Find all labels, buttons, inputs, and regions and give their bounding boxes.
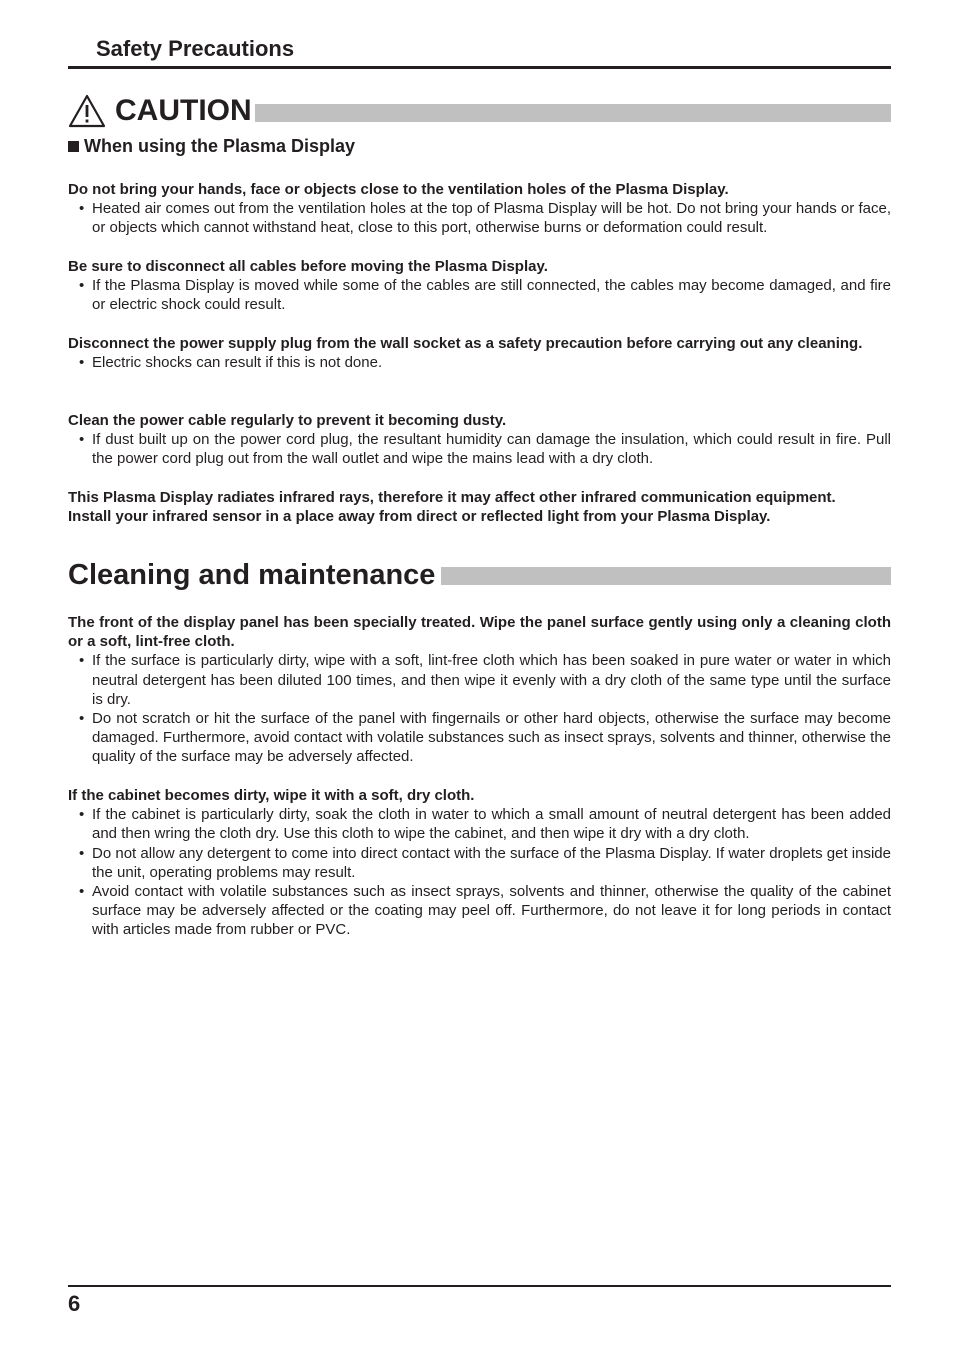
cleaning-title: Cleaning and maintenance [68,559,436,591]
caution-heading [68,93,891,129]
caution-item [68,488,891,526]
bullet-list [68,805,891,939]
bullet-item: • If dust built up on the power cord plug, the resultant humidity can damage the insulation, which could result in fire. Pull the power cord plug out from the wall outlet and wipe the mains lead with a dry cloth. [68,430,891,468]
bullet-item: • If the surface is particularly dirty, wipe with a soft, lint-free cloth which has been soaked in pure water or water in which neutral detergent has been diluted 100 times, and then wipe it evenly with a dry cloth of the same type until the surface is dry. [68,651,891,709]
bullet-list [68,353,891,372]
footer-rule [68,1285,891,1287]
caution-item [68,257,891,315]
running-header-title: Safety Precautions [96,36,295,61]
cleaning-item [68,786,891,940]
bullet-list [68,651,891,766]
bullet-item: • Avoid contact with volatile substances such as insect sprays, solvents and thinner, otherwise the quality of the cabinet surface may be adversely affected or the coating may peel off. Furthermore, do not leave it for long periods in contact with articles made from rubber or PVC. [68,882,891,940]
caution-title: CAUTION [115,94,252,127]
item-heading-line: This Plasma Display radiates infrared rays, therefore it may affect other infrared communication equipment. [68,489,836,506]
header-rule [68,66,891,69]
caution-item [68,180,891,238]
cleaning-heading [68,556,891,594]
bullet-item: • Heated air comes out from the ventilation holes at the top of Plasma Display will be hot. Do not bring your hands or face, or objects which cannot withstand heat, close to this port, otherwise burns or deformation could result. [68,199,891,237]
bullet-item: • Electric shocks can result if this is not done. [68,353,891,372]
warning-triangle-icon [68,94,106,128]
bullet-item: • If the cabinet is particularly dirty, soak the cloth in water to which a small amount of neutral detergent has been added and then wring the cloth dry. Use this cloth to wipe the cabinet, and then wipe it dry with a dry cloth. [68,805,891,843]
heading-bar [441,567,891,585]
bullet-item: • If the Plasma Display is moved while some of the cables are still connected, the cables may become damaged, and fire or electric shock could result. [68,276,891,314]
page-number: 6 [68,1291,81,1316]
square-bullet-icon [68,141,79,152]
item-heading: Do not bring your hands, face or objects close to the ventilation holes of the Plasma Display. [68,181,729,198]
cleaning-item [68,613,891,767]
item-heading: If the cabinet becomes dirty, wipe it with a soft, dry cloth. [68,787,475,804]
item-heading: Disconnect the power supply plug from the wall socket as a safety precaution before carrying out any cleaning. [68,335,863,352]
item-heading: Be sure to disconnect all cables before moving the Plasma Display. [68,258,548,275]
item-heading: Clean the power cable regularly to prevent it becoming dusty. [68,412,507,429]
bullet-item: • Do not scratch or hit the surface of the panel with fingernails or other hard objects, otherwise the surface may become damaged. Furthermore, avoid contact with volatile substances such as insect sprays, solvents and thinner, otherwise the quality of the surface may be adversely affected. [68,709,891,767]
item-heading: The front of the display panel has been specially treated. Wipe the panel surface gently using only a cleaning cloth or a soft, lint-free cloth. [68,614,891,651]
bullet-item: • Do not allow any detergent to come into direct contact with the surface of the Plasma Display. If water droplets get inside the unit, operating problems may result. [68,844,891,882]
heading-bar [255,104,891,122]
caution-item [68,411,891,469]
bullet-list [68,430,891,468]
bullet-list [68,199,891,237]
item-heading-line: Install your infrared sensor in a place away from direct or reflected light from your Plasma Display. [68,508,771,526]
bullet-list [68,276,891,314]
caution-item [68,334,891,372]
subsection-title: When using the Plasma Display [84,136,356,156]
